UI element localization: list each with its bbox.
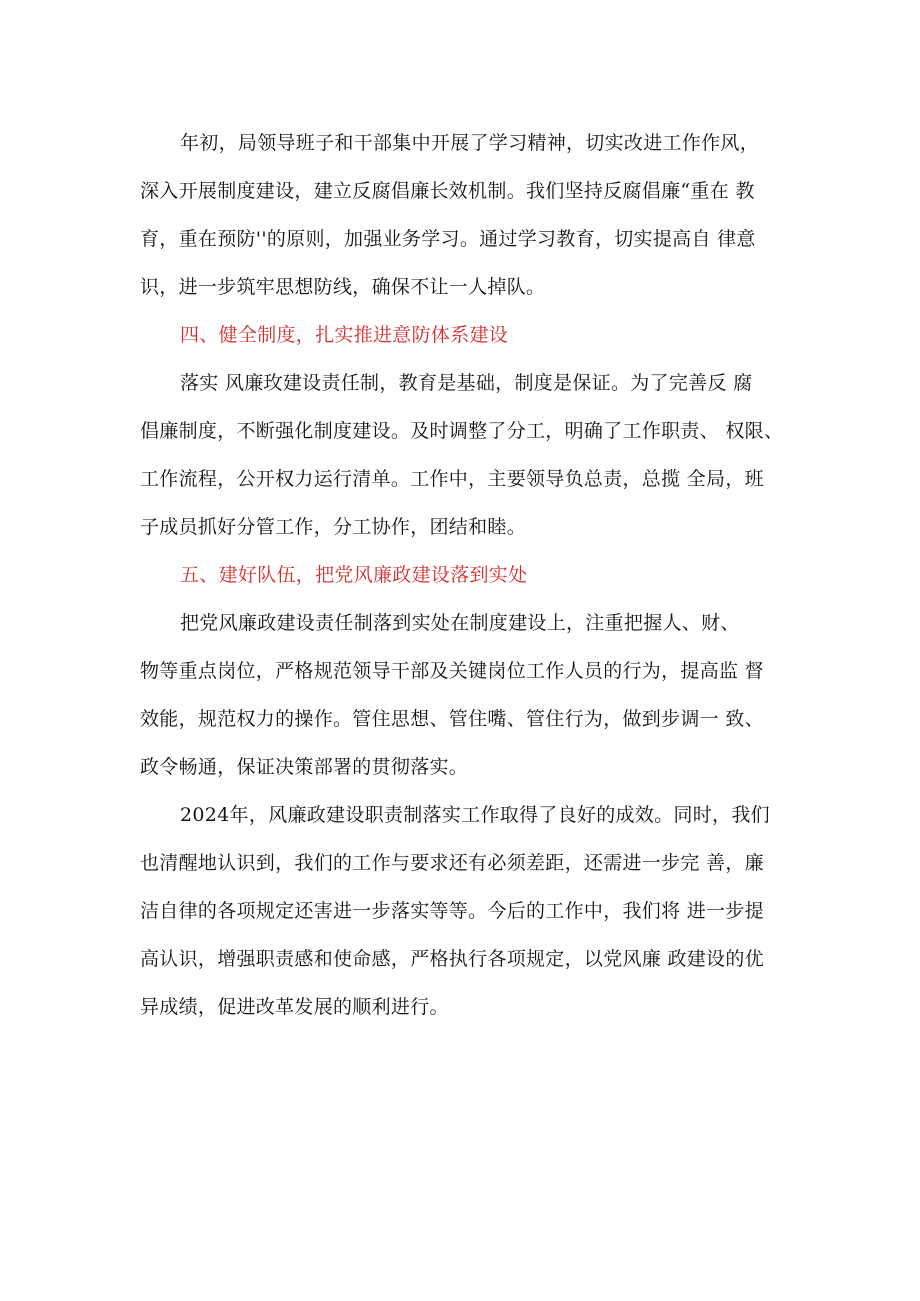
paragraph-4-line-3: 洁自律的各项规定还害进一步落实等等。今后的工作中，我们将 进一步提 <box>140 900 764 922</box>
paragraph-1-line-4: 识，进一步筑牢思想防线，确保不让一人掉队。 <box>140 276 546 298</box>
paragraph-3-line-3: 效能，规范权力的操作。管住思想、管住嘴、管住行为，做到步调一 致、 <box>140 708 764 730</box>
paragraph-3-line-2: 物等重点岗位，严格规范领导干部及关键岗位工作人员的行为，提高监 督 <box>140 660 764 682</box>
paragraph-2-line-2: 倡廉制度，不断强化制度建设。及时调整了分工，明确了工作职责、 权限、 <box>140 420 784 442</box>
section-heading-4: 四、健全制度，扎实推进意防体系建设 <box>180 324 509 346</box>
paragraph-4-line-2: 也清醒地认识到，我们的工作与要求还有必须差距，还需进一步完 善，廉 <box>140 852 764 874</box>
paragraph-1-line-1: 年初，局领导班子和干部集中开展了学习精神，切实改进工作作风， <box>180 132 760 154</box>
paragraph-1-line-3: 育，重在预防''的原则，加强业务学习。通过学习教育，切实提高自 律意 <box>140 228 756 250</box>
paragraph-3-line-1: 把党风廉政建设责任制落到实处在制度建设上，注重把握人、财、 <box>180 612 740 634</box>
paragraph-2-line-4: 子成员抓好分管工作，分工协作，团结和睦。 <box>140 516 527 538</box>
paragraph-2-line-3: 工作流程，公开权力运行清单。工作中，主要领导负总责，总揽 全局，班 <box>140 468 764 490</box>
paragraph-4-line-5: 异成绩，促进改革发展的顺利进行。 <box>140 996 449 1018</box>
section-heading-5: 五、建好队伍，把党风廉政建设落到实处 <box>180 564 528 586</box>
paragraph-2-line-1: 落实 风廉玫建设责任制，教育是基础，制度是保证。为了完善反 腐 <box>180 372 753 394</box>
paragraph-4-line-4: 高认识，增强职责感和使命感，严格执行各项规定，以党风廉 政建设的优 <box>140 948 764 970</box>
paragraph-4-line-1: 2024年，风廉政建设职责制落实工作取得了良好的成效。同时，我们 <box>180 804 770 826</box>
paragraph-1-line-2: 深入开展制度建设，建立反腐倡廉长效机制。我们坚持反腐倡廉“重在 教 <box>140 180 755 202</box>
paragraph-3-line-4: 政令畅通，保证决策部署的贯彻落实。 <box>140 756 469 778</box>
